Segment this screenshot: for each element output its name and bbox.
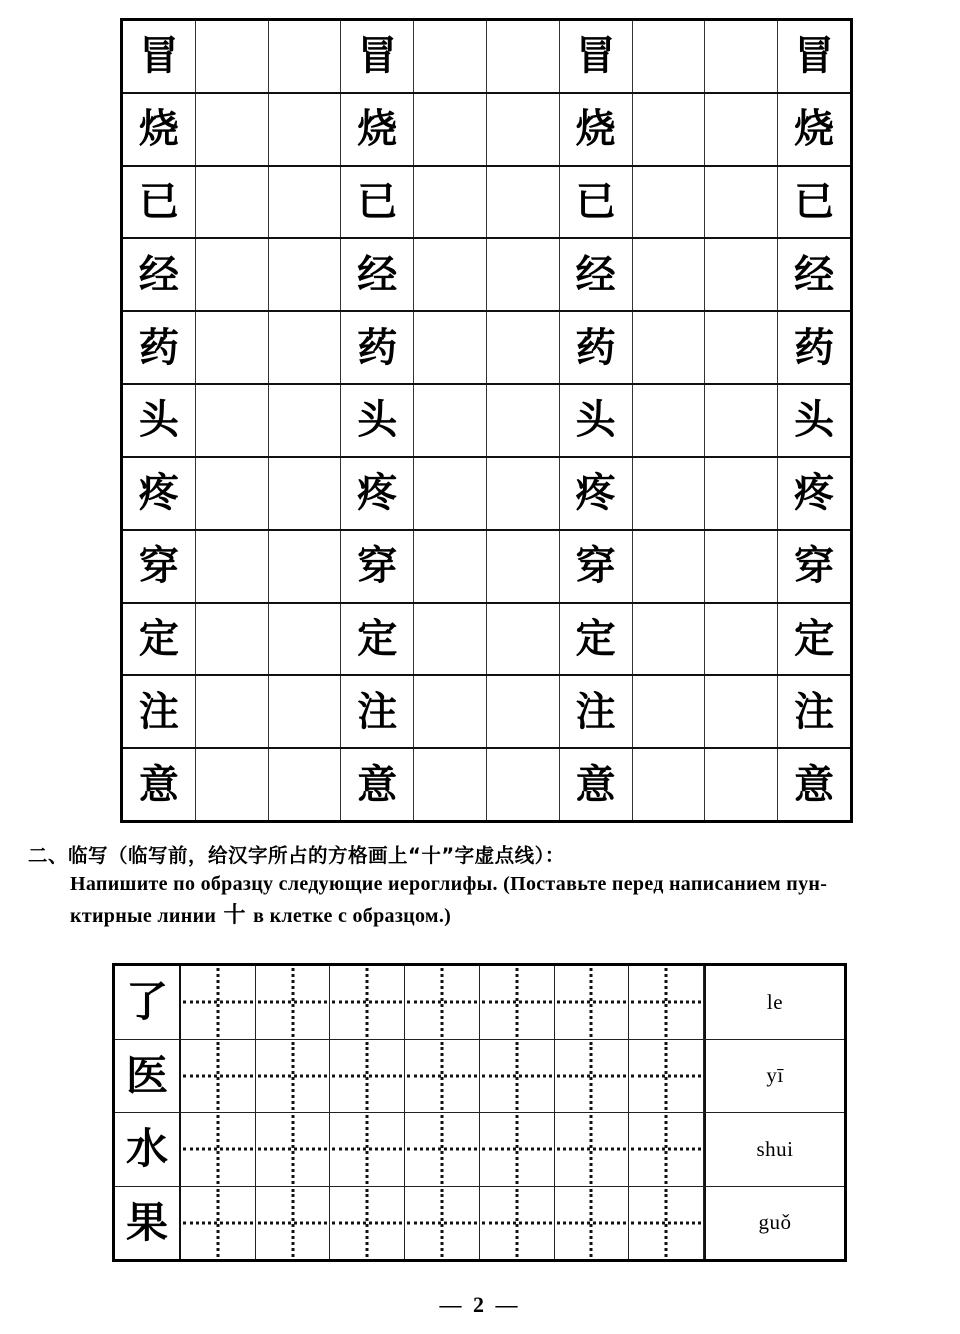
character-glyph: 意 bbox=[794, 760, 835, 808]
empty-practice-cell bbox=[196, 239, 269, 310]
character-glyph: 意 bbox=[575, 760, 616, 808]
model-character-cell bbox=[778, 94, 850, 165]
empty-practice-cell bbox=[487, 749, 560, 820]
empty-practice-cell bbox=[414, 312, 487, 383]
empty-practice-cell bbox=[269, 749, 342, 820]
dotted-practice-cell bbox=[181, 1113, 256, 1186]
model-character-cell bbox=[123, 676, 196, 747]
copy-practice-grid bbox=[112, 963, 847, 1262]
empty-practice-cell bbox=[633, 385, 706, 456]
instruction-russian-line-1: Напишите по образцу следующие иероглифы. (Поставьте перед написанием пун- bbox=[70, 873, 828, 895]
character-glyph: 药 bbox=[357, 323, 398, 371]
dotted-practice-cell bbox=[181, 1040, 256, 1113]
model-character-cell bbox=[560, 749, 633, 820]
dotted-practice-cell bbox=[330, 1187, 405, 1260]
character-glyph: 穿 bbox=[357, 542, 398, 590]
main-practice-grid bbox=[120, 18, 853, 823]
model-character-cell bbox=[341, 531, 414, 602]
empty-practice-cell bbox=[705, 458, 778, 529]
empty-practice-cell bbox=[196, 21, 269, 92]
instruction-russian-line-2 bbox=[70, 901, 928, 931]
model-character-cell bbox=[778, 167, 850, 238]
character-glyph: 意 bbox=[138, 760, 179, 808]
empty-practice-cell bbox=[414, 531, 487, 602]
empty-practice-cell bbox=[196, 94, 269, 165]
character-glyph: 定 bbox=[357, 614, 398, 662]
empty-practice-cell bbox=[705, 385, 778, 456]
character-glyph: 药 bbox=[794, 323, 835, 371]
model-character-cell bbox=[123, 531, 196, 602]
character-glyph: 冒 bbox=[357, 32, 398, 80]
model-character-cell bbox=[341, 458, 414, 529]
dotted-practice-cell bbox=[405, 1113, 480, 1186]
copy-cells-group bbox=[181, 1113, 704, 1186]
character-glyph: 了 bbox=[125, 977, 168, 1027]
character-glyph: 医 bbox=[125, 1050, 168, 1100]
empty-practice-cell bbox=[633, 167, 706, 238]
copy-model-character-cell bbox=[115, 966, 181, 1039]
model-character-cell bbox=[560, 385, 633, 456]
empty-practice-cell bbox=[705, 21, 778, 92]
copy-model-character-cell bbox=[115, 1113, 181, 1186]
dotted-practice-cell bbox=[629, 1113, 704, 1186]
model-character-cell bbox=[560, 312, 633, 383]
model-character-cell bbox=[341, 21, 414, 92]
empty-practice-cell bbox=[633, 21, 706, 92]
dotted-practice-cell bbox=[405, 966, 480, 1039]
empty-practice-cell bbox=[269, 604, 342, 675]
practice-row bbox=[123, 531, 850, 604]
model-character-cell bbox=[778, 21, 850, 92]
empty-practice-cell bbox=[269, 676, 342, 747]
empty-practice-cell bbox=[487, 604, 560, 675]
character-glyph: 经 bbox=[357, 250, 398, 298]
character-glyph: 药 bbox=[575, 323, 616, 371]
practice-row bbox=[123, 21, 850, 94]
pinyin-cell: yī bbox=[704, 1040, 844, 1113]
page-number: — 2 — bbox=[439, 1292, 521, 1317]
empty-practice-cell bbox=[633, 239, 706, 310]
model-character-cell bbox=[123, 604, 196, 675]
empty-practice-cell bbox=[705, 239, 778, 310]
empty-practice-cell bbox=[269, 458, 342, 529]
copy-row bbox=[115, 1040, 844, 1114]
model-character-cell bbox=[778, 531, 850, 602]
practice-row bbox=[123, 604, 850, 677]
character-glyph: 意 bbox=[357, 760, 398, 808]
model-character-cell bbox=[560, 531, 633, 602]
character-glyph: 烧 bbox=[794, 105, 835, 153]
character-glyph: 头 bbox=[138, 396, 179, 444]
empty-practice-cell bbox=[196, 531, 269, 602]
copy-cells-group bbox=[181, 966, 704, 1039]
empty-practice-cell bbox=[196, 604, 269, 675]
character-glyph: 疼 bbox=[357, 469, 398, 517]
empty-practice-cell bbox=[705, 676, 778, 747]
character-glyph: 果 bbox=[125, 1197, 168, 1247]
empty-practice-cell bbox=[414, 21, 487, 92]
instruction-russian-line-2-after: в клетке с образцом.) bbox=[253, 905, 452, 927]
empty-practice-cell bbox=[487, 94, 560, 165]
empty-practice-cell bbox=[487, 21, 560, 92]
dotted-practice-cell bbox=[629, 966, 704, 1039]
pinyin-cell: shui bbox=[704, 1113, 844, 1186]
dotted-practice-cell bbox=[555, 1040, 630, 1113]
character-glyph: 水 bbox=[125, 1124, 168, 1174]
model-character-cell bbox=[560, 21, 633, 92]
empty-practice-cell bbox=[487, 385, 560, 456]
model-character-cell bbox=[560, 167, 633, 238]
dotted-practice-cell bbox=[405, 1040, 480, 1113]
character-glyph: 已 bbox=[138, 178, 179, 226]
empty-practice-cell bbox=[196, 385, 269, 456]
empty-practice-cell bbox=[487, 458, 560, 529]
dotted-practice-cell bbox=[629, 1187, 704, 1260]
character-glyph: 烧 bbox=[138, 105, 179, 153]
character-glyph: 冒 bbox=[138, 32, 179, 80]
empty-practice-cell bbox=[196, 749, 269, 820]
empty-practice-cell bbox=[633, 94, 706, 165]
dotted-practice-cell bbox=[555, 1113, 630, 1186]
model-character-cell bbox=[123, 21, 196, 92]
pinyin-cell: le bbox=[704, 966, 844, 1039]
empty-practice-cell bbox=[487, 676, 560, 747]
character-glyph: 注 bbox=[794, 687, 835, 735]
character-glyph: 注 bbox=[138, 687, 179, 735]
character-glyph: 疼 bbox=[138, 469, 179, 517]
dotted-practice-cell bbox=[256, 1113, 331, 1186]
empty-practice-cell bbox=[414, 676, 487, 747]
empty-practice-cell bbox=[414, 458, 487, 529]
character-glyph: 定 bbox=[794, 614, 835, 662]
model-character-cell bbox=[560, 676, 633, 747]
model-character-cell bbox=[123, 239, 196, 310]
dotted-practice-cell bbox=[181, 1187, 256, 1260]
empty-practice-cell bbox=[269, 167, 342, 238]
practice-row bbox=[123, 312, 850, 385]
model-character-cell bbox=[778, 604, 850, 675]
dotted-practice-cell bbox=[330, 1113, 405, 1186]
pinyin-cell: guǒ bbox=[704, 1187, 844, 1260]
empty-practice-cell bbox=[196, 167, 269, 238]
copy-cells-group bbox=[181, 1040, 704, 1113]
practice-row bbox=[123, 458, 850, 531]
character-glyph: 疼 bbox=[794, 469, 835, 517]
model-character-cell bbox=[341, 239, 414, 310]
dotted-practice-cell bbox=[480, 966, 555, 1039]
empty-practice-cell bbox=[705, 312, 778, 383]
model-character-cell bbox=[560, 458, 633, 529]
character-glyph: 穿 bbox=[138, 542, 179, 590]
empty-practice-cell bbox=[705, 167, 778, 238]
dotted-practice-cell bbox=[256, 1187, 331, 1260]
empty-practice-cell bbox=[269, 531, 342, 602]
model-character-cell bbox=[341, 676, 414, 747]
practice-row bbox=[123, 94, 850, 167]
practice-row bbox=[123, 385, 850, 458]
character-glyph: 烧 bbox=[575, 105, 616, 153]
empty-practice-cell bbox=[269, 94, 342, 165]
character-glyph: 头 bbox=[575, 396, 616, 444]
empty-practice-cell bbox=[705, 749, 778, 820]
model-character-cell bbox=[123, 749, 196, 820]
character-glyph: 穿 bbox=[794, 542, 835, 590]
model-character-cell bbox=[341, 385, 414, 456]
empty-practice-cell bbox=[633, 458, 706, 529]
character-glyph: 经 bbox=[794, 250, 835, 298]
empty-practice-cell bbox=[414, 749, 487, 820]
practice-row bbox=[123, 167, 850, 240]
empty-practice-cell bbox=[196, 312, 269, 383]
empty-practice-cell bbox=[196, 676, 269, 747]
copy-cells-group bbox=[181, 1187, 704, 1260]
character-glyph: 经 bbox=[575, 250, 616, 298]
empty-practice-cell bbox=[487, 167, 560, 238]
model-character-cell bbox=[123, 312, 196, 383]
dotted-practice-cell bbox=[256, 1040, 331, 1113]
model-character-cell bbox=[560, 604, 633, 675]
empty-practice-cell bbox=[414, 239, 487, 310]
model-character-cell bbox=[560, 94, 633, 165]
dotted-practice-cell bbox=[480, 1187, 555, 1260]
character-glyph: 注 bbox=[357, 687, 398, 735]
plus-cross-glyph: 十 bbox=[223, 903, 246, 928]
empty-practice-cell bbox=[633, 312, 706, 383]
character-glyph: 定 bbox=[575, 614, 616, 662]
copy-model-character-cell bbox=[115, 1187, 181, 1260]
instruction-russian-line-2-before: ктирные линии bbox=[70, 905, 217, 927]
model-character-cell bbox=[123, 458, 196, 529]
empty-practice-cell bbox=[487, 312, 560, 383]
character-glyph: 定 bbox=[138, 614, 179, 662]
model-character-cell bbox=[123, 167, 196, 238]
model-character-cell bbox=[778, 385, 850, 456]
character-glyph: 注 bbox=[575, 687, 616, 735]
empty-practice-cell bbox=[269, 239, 342, 310]
character-glyph: 冒 bbox=[575, 32, 616, 80]
dotted-practice-cell bbox=[330, 1040, 405, 1113]
instruction-chinese: 二、临写（临写前，给汉字所占的方格画上“十”字虚点线）： bbox=[28, 844, 565, 867]
model-character-cell bbox=[341, 167, 414, 238]
empty-practice-cell bbox=[269, 385, 342, 456]
empty-practice-cell bbox=[633, 531, 706, 602]
model-character-cell bbox=[341, 749, 414, 820]
empty-practice-cell bbox=[269, 312, 342, 383]
empty-practice-cell bbox=[633, 749, 706, 820]
empty-practice-cell bbox=[414, 385, 487, 456]
character-glyph: 冒 bbox=[794, 32, 835, 80]
model-character-cell bbox=[778, 676, 850, 747]
model-character-cell bbox=[341, 94, 414, 165]
dotted-practice-cell bbox=[330, 966, 405, 1039]
character-glyph: 药 bbox=[138, 323, 179, 371]
model-character-cell bbox=[123, 94, 196, 165]
model-character-cell bbox=[778, 458, 850, 529]
empty-practice-cell bbox=[414, 167, 487, 238]
empty-practice-cell bbox=[705, 94, 778, 165]
empty-practice-cell bbox=[705, 604, 778, 675]
copy-row bbox=[115, 966, 844, 1040]
dotted-practice-cell bbox=[181, 966, 256, 1039]
practice-row bbox=[123, 239, 850, 312]
dotted-practice-cell bbox=[555, 1187, 630, 1260]
copy-row bbox=[115, 1187, 844, 1260]
instructions-block bbox=[28, 843, 928, 931]
model-character-cell bbox=[560, 239, 633, 310]
empty-practice-cell bbox=[487, 239, 560, 310]
empty-practice-cell bbox=[705, 531, 778, 602]
copy-row bbox=[115, 1113, 844, 1187]
dotted-practice-cell bbox=[256, 966, 331, 1039]
empty-practice-cell bbox=[487, 531, 560, 602]
model-character-cell bbox=[778, 239, 850, 310]
dotted-practice-cell bbox=[480, 1113, 555, 1186]
empty-practice-cell bbox=[414, 604, 487, 675]
dotted-practice-cell bbox=[629, 1040, 704, 1113]
empty-practice-cell bbox=[269, 21, 342, 92]
character-glyph: 头 bbox=[357, 396, 398, 444]
copy-model-character-cell bbox=[115, 1040, 181, 1113]
dotted-practice-cell bbox=[555, 966, 630, 1039]
dotted-practice-cell bbox=[405, 1187, 480, 1260]
model-character-cell bbox=[123, 385, 196, 456]
empty-practice-cell bbox=[414, 94, 487, 165]
empty-practice-cell bbox=[196, 458, 269, 529]
model-character-cell bbox=[341, 312, 414, 383]
practice-row bbox=[123, 749, 850, 820]
character-glyph: 经 bbox=[138, 250, 179, 298]
character-glyph: 已 bbox=[357, 178, 398, 226]
model-character-cell bbox=[341, 604, 414, 675]
dotted-practice-cell bbox=[480, 1040, 555, 1113]
character-glyph: 已 bbox=[575, 178, 616, 226]
model-character-cell bbox=[778, 749, 850, 820]
character-glyph: 穿 bbox=[575, 542, 616, 590]
character-glyph: 已 bbox=[794, 178, 835, 226]
practice-row bbox=[123, 676, 850, 749]
model-character-cell bbox=[778, 312, 850, 383]
empty-practice-cell bbox=[633, 604, 706, 675]
character-glyph: 头 bbox=[794, 396, 835, 444]
empty-practice-cell bbox=[633, 676, 706, 747]
character-glyph: 疼 bbox=[575, 469, 616, 517]
character-glyph: 烧 bbox=[357, 105, 398, 153]
